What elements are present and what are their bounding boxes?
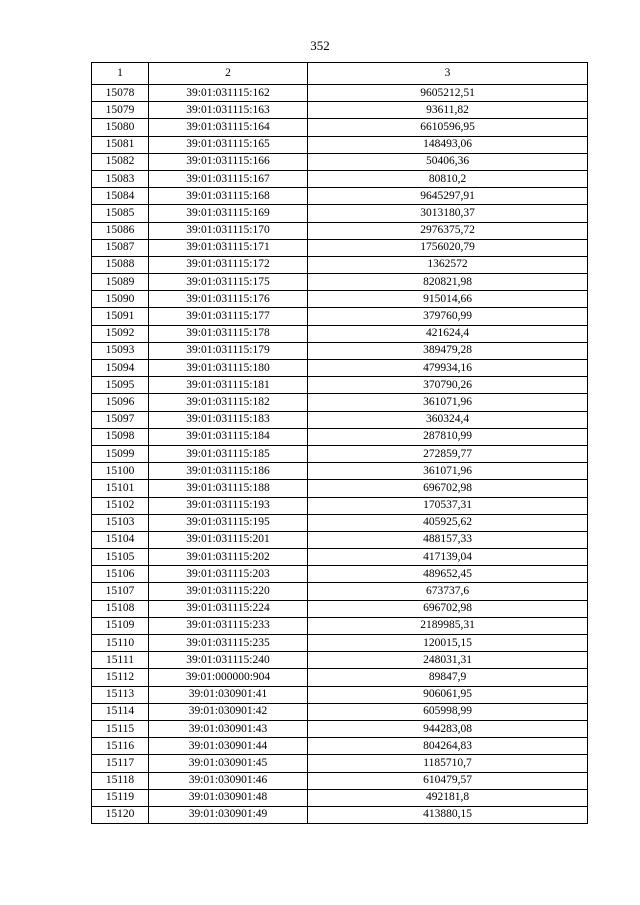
cadastral-value-cell: 120015,15 bbox=[308, 635, 588, 652]
cadastral-number-cell: 39:01:031115:178 bbox=[149, 325, 308, 342]
cadastral-number-cell: 39:01:031115:175 bbox=[149, 274, 308, 291]
row-number-cell: 15081 bbox=[92, 136, 149, 153]
row-number-cell: 15111 bbox=[92, 652, 149, 669]
table-row bbox=[92, 566, 588, 583]
cadastral-number-cell: 39:01:031115:169 bbox=[149, 205, 308, 222]
table-row bbox=[92, 514, 588, 531]
table-row bbox=[92, 136, 588, 153]
cadastral-number-cell: 39:01:031115:201 bbox=[149, 531, 308, 548]
table-row bbox=[92, 239, 588, 256]
row-number-cell: 15099 bbox=[92, 445, 149, 462]
cadastral-number-cell: 39:01:030901:44 bbox=[149, 738, 308, 755]
cadastral-value-cell: 1756020,79 bbox=[308, 239, 588, 256]
table-row bbox=[92, 789, 588, 806]
cadastral-value-cell: 413880,15 bbox=[308, 806, 588, 823]
table-row bbox=[92, 772, 588, 789]
row-number-cell: 15103 bbox=[92, 514, 149, 531]
table-row bbox=[92, 411, 588, 428]
row-number-cell: 15084 bbox=[92, 188, 149, 205]
row-number-cell: 15096 bbox=[92, 394, 149, 411]
table-row bbox=[92, 738, 588, 755]
cadastral-value-cell: 405925,62 bbox=[308, 514, 588, 531]
table-row bbox=[92, 119, 588, 136]
cadastral-number-cell: 39:01:030901:46 bbox=[149, 772, 308, 789]
cadastral-number-cell: 39:01:030901:42 bbox=[149, 703, 308, 720]
cadastral-number-cell: 39:01:031115:195 bbox=[149, 514, 308, 531]
table-row bbox=[92, 102, 588, 119]
cadastral-number-cell: 39:01:031115:164 bbox=[149, 119, 308, 136]
table-row bbox=[92, 600, 588, 617]
header-row bbox=[92, 63, 588, 85]
table-row bbox=[92, 205, 588, 222]
cadastral-value-cell: 944283,08 bbox=[308, 720, 588, 737]
cadastral-number-cell: 39:01:030901:48 bbox=[149, 789, 308, 806]
cadastral-number-cell: 39:01:030901:43 bbox=[149, 720, 308, 737]
cadastral-value-cell: 80810,2 bbox=[308, 170, 588, 187]
cadastral-value-cell: 248031,31 bbox=[308, 652, 588, 669]
cadastral-value-cell: 489652,45 bbox=[308, 566, 588, 583]
cadastral-number-cell: 39:01:031115:182 bbox=[149, 394, 308, 411]
cadastral-number-cell: 39:01:031115:170 bbox=[149, 222, 308, 239]
row-number-cell: 15091 bbox=[92, 308, 149, 325]
row-number-cell: 15120 bbox=[92, 806, 149, 823]
cadastral-number-cell: 39:01:031115:177 bbox=[149, 308, 308, 325]
row-number-cell: 15090 bbox=[92, 291, 149, 308]
cadastral-number-cell: 39:01:031115:193 bbox=[149, 497, 308, 514]
table-row bbox=[92, 170, 588, 187]
cadastral-number-cell: 39:01:031115:166 bbox=[149, 153, 308, 170]
cadastral-number-cell: 39:01:000000:904 bbox=[149, 669, 308, 686]
row-number-cell: 15104 bbox=[92, 531, 149, 548]
cadastral-number-cell: 39:01:031115:167 bbox=[149, 170, 308, 187]
row-number-cell: 15094 bbox=[92, 360, 149, 377]
cadastral-number-cell: 39:01:031115:176 bbox=[149, 291, 308, 308]
row-number-cell: 15114 bbox=[92, 703, 149, 720]
cadastral-value-cell: 820821,98 bbox=[308, 274, 588, 291]
row-number-cell: 15093 bbox=[92, 342, 149, 359]
table-row bbox=[92, 549, 588, 566]
row-number-cell: 15088 bbox=[92, 256, 149, 273]
cadastral-value-cell: 287810,99 bbox=[308, 428, 588, 445]
cadastral-number-cell: 39:01:031115:171 bbox=[149, 239, 308, 256]
row-number-cell: 15102 bbox=[92, 497, 149, 514]
cadastral-value-cell: 2976375,72 bbox=[308, 222, 588, 239]
row-number-cell: 15087 bbox=[92, 239, 149, 256]
cadastral-value-cell: 93611,82 bbox=[308, 102, 588, 119]
row-number-cell: 15083 bbox=[92, 170, 149, 187]
row-number-cell: 15109 bbox=[92, 617, 149, 634]
cadastral-number-cell: 39:01:031115:235 bbox=[149, 635, 308, 652]
cadastral-value-cell: 479934,16 bbox=[308, 360, 588, 377]
table-row bbox=[92, 188, 588, 205]
row-number-cell: 15113 bbox=[92, 686, 149, 703]
cadastral-value-cell: 421624,4 bbox=[308, 325, 588, 342]
cadastral-number-cell: 39:01:031115:165 bbox=[149, 136, 308, 153]
table-row bbox=[92, 652, 588, 669]
cadastral-value-cell: 488157,33 bbox=[308, 531, 588, 548]
cadastral-number-cell: 39:01:031115:163 bbox=[149, 102, 308, 119]
row-number-cell: 15116 bbox=[92, 738, 149, 755]
table-row bbox=[92, 686, 588, 703]
cadastral-value-cell: 492181,8 bbox=[308, 789, 588, 806]
table-row bbox=[92, 377, 588, 394]
cadastral-number-cell: 39:01:030901:41 bbox=[149, 686, 308, 703]
row-number-cell: 15097 bbox=[92, 411, 149, 428]
row-number-cell: 15079 bbox=[92, 102, 149, 119]
table-row bbox=[92, 153, 588, 170]
row-number-cell: 15082 bbox=[92, 153, 149, 170]
cadastral-value-cell: 605998,99 bbox=[308, 703, 588, 720]
cadastral-number-cell: 39:01:030901:45 bbox=[149, 755, 308, 772]
row-number-cell: 15115 bbox=[92, 720, 149, 737]
cadastral-value-cell: 915014,66 bbox=[308, 291, 588, 308]
cadastral-number-cell: 39:01:031115:185 bbox=[149, 445, 308, 462]
table-row bbox=[92, 325, 588, 342]
cadastral-number-cell: 39:01:031115:240 bbox=[149, 652, 308, 669]
cadastral-value-cell: 804264,83 bbox=[308, 738, 588, 755]
cadastral-value-cell: 1185710,7 bbox=[308, 755, 588, 772]
row-number-cell: 15092 bbox=[92, 325, 149, 342]
cadastral-number-cell: 39:01:031115:181 bbox=[149, 377, 308, 394]
row-number-cell: 15119 bbox=[92, 789, 149, 806]
row-number-cell: 15086 bbox=[92, 222, 149, 239]
table-row bbox=[92, 394, 588, 411]
cadastral-value-cell: 389479,28 bbox=[308, 342, 588, 359]
cadastral-value-cell: 6610596,95 bbox=[308, 119, 588, 136]
cadastral-value-cell: 3013180,37 bbox=[308, 205, 588, 222]
table-row bbox=[92, 274, 588, 291]
table-row bbox=[92, 291, 588, 308]
cadastral-number-cell: 39:01:031115:224 bbox=[149, 600, 308, 617]
cadastral-value-cell: 9645297,91 bbox=[308, 188, 588, 205]
cadastral-number-cell: 39:01:031115:180 bbox=[149, 360, 308, 377]
table-row bbox=[92, 806, 588, 823]
page-number: 352 bbox=[310, 38, 330, 53]
cadastral-value-cell: 50406,36 bbox=[308, 153, 588, 170]
row-number-cell: 15085 bbox=[92, 205, 149, 222]
cadastral-value-cell: 673737,6 bbox=[308, 583, 588, 600]
row-number-cell: 15100 bbox=[92, 463, 149, 480]
table-row bbox=[92, 583, 588, 600]
cadastral-value-cell: 360324,4 bbox=[308, 411, 588, 428]
cadastral-value-cell: 361071,96 bbox=[308, 463, 588, 480]
row-number-cell: 15095 bbox=[92, 377, 149, 394]
row-number-cell: 15101 bbox=[92, 480, 149, 497]
table-row bbox=[92, 308, 588, 325]
table-row bbox=[92, 635, 588, 652]
cadastral-value-cell: 272859,77 bbox=[308, 445, 588, 462]
table-row bbox=[92, 617, 588, 634]
cadastral-number-cell: 39:01:031115:168 bbox=[149, 188, 308, 205]
table-row bbox=[92, 720, 588, 737]
cadastral-value-cell: 1362572 bbox=[308, 256, 588, 273]
cadastral-number-cell: 39:01:031115:186 bbox=[149, 463, 308, 480]
row-number-cell: 15107 bbox=[92, 583, 149, 600]
table-row bbox=[92, 669, 588, 686]
table-row bbox=[92, 480, 588, 497]
table-header bbox=[92, 63, 588, 85]
cadastral-number-cell: 39:01:031115:233 bbox=[149, 617, 308, 634]
table-row bbox=[92, 428, 588, 445]
cadastral-number-cell: 39:01:031115:162 bbox=[149, 85, 308, 102]
cadastral-number-cell: 39:01:030901:49 bbox=[149, 806, 308, 823]
cadastral-number-cell: 39:01:031115:220 bbox=[149, 583, 308, 600]
cadastral-value-cell: 696702,98 bbox=[308, 480, 588, 497]
row-number-cell: 15108 bbox=[92, 600, 149, 617]
cadastral-value-cell: 417139,04 bbox=[308, 549, 588, 566]
table-row bbox=[92, 463, 588, 480]
row-number-cell: 15106 bbox=[92, 566, 149, 583]
cadastral-value-cell: 9605212,51 bbox=[308, 85, 588, 102]
cadastral-number-cell: 39:01:031115:184 bbox=[149, 428, 308, 445]
table-body bbox=[92, 85, 588, 824]
cadastral-value-table bbox=[91, 62, 588, 824]
cadastral-value-cell: 89847,9 bbox=[308, 669, 588, 686]
cadastral-value-cell: 379760,99 bbox=[308, 308, 588, 325]
row-number-cell: 15078 bbox=[92, 85, 149, 102]
table-row bbox=[92, 703, 588, 720]
table-row bbox=[92, 755, 588, 772]
column-header-1: 1 bbox=[92, 63, 149, 85]
row-number-cell: 15105 bbox=[92, 549, 149, 566]
row-number-cell: 15089 bbox=[92, 274, 149, 291]
cadastral-value-cell: 696702,98 bbox=[308, 600, 588, 617]
cadastral-value-cell: 370790,26 bbox=[308, 377, 588, 394]
table-row bbox=[92, 222, 588, 239]
row-number-cell: 15098 bbox=[92, 428, 149, 445]
cadastral-number-cell: 39:01:031115:202 bbox=[149, 549, 308, 566]
cadastral-number-cell: 39:01:031115:188 bbox=[149, 480, 308, 497]
column-header-2: 2 bbox=[149, 63, 308, 85]
table-row bbox=[92, 85, 588, 102]
table-row bbox=[92, 531, 588, 548]
cadastral-number-cell: 39:01:031115:179 bbox=[149, 342, 308, 359]
cadastral-value-cell: 610479,57 bbox=[308, 772, 588, 789]
row-number-cell: 15112 bbox=[92, 669, 149, 686]
cadastral-number-cell: 39:01:031115:183 bbox=[149, 411, 308, 428]
table-row bbox=[92, 256, 588, 273]
cadastral-value-cell: 361071,96 bbox=[308, 394, 588, 411]
row-number-cell: 15110 bbox=[92, 635, 149, 652]
cadastral-value-cell: 906061,95 bbox=[308, 686, 588, 703]
table-row bbox=[92, 342, 588, 359]
row-number-cell: 15118 bbox=[92, 772, 149, 789]
cadastral-number-cell: 39:01:031115:172 bbox=[149, 256, 308, 273]
table-row bbox=[92, 445, 588, 462]
table-row bbox=[92, 360, 588, 377]
row-number-cell: 15117 bbox=[92, 755, 149, 772]
cadastral-value-cell: 148493,06 bbox=[308, 136, 588, 153]
cadastral-number-cell: 39:01:031115:203 bbox=[149, 566, 308, 583]
row-number-cell: 15080 bbox=[92, 119, 149, 136]
cadastral-value-cell: 170537,31 bbox=[308, 497, 588, 514]
column-header-3: 3 bbox=[308, 63, 588, 85]
cadastral-value-cell: 2189985,31 bbox=[308, 617, 588, 634]
table-row bbox=[92, 497, 588, 514]
